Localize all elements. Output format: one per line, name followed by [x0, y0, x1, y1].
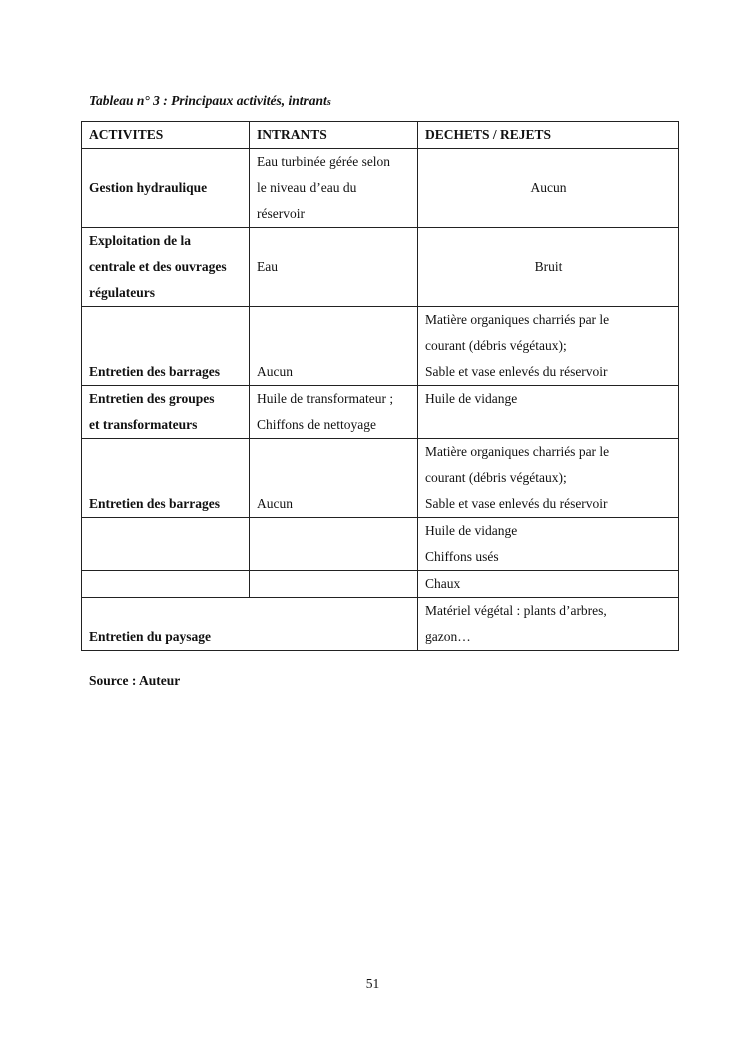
row3-intrants: Aucun — [250, 307, 418, 386]
table-row — [82, 228, 679, 307]
row1-intrants: Eau turbinée gérée selon le niveau d’eau du réservoir — [250, 149, 418, 228]
table-row — [82, 149, 679, 228]
row4-dechets: Huile de vidange — [418, 386, 679, 439]
header-intrants: INTRANTS — [250, 122, 418, 149]
row6-activite — [82, 518, 250, 571]
row7-intrants — [250, 571, 418, 598]
table-row — [82, 518, 679, 571]
header-activites: ACTIVITES — [82, 122, 250, 149]
page-number: 51 — [365, 976, 380, 991]
row5-activite: Entretien des barrages — [82, 439, 250, 518]
table-row — [82, 571, 679, 598]
row8-activite: Entretien du paysage — [82, 598, 418, 651]
row5-intrants: Aucun — [250, 439, 418, 518]
row2-activite: Exploitation de la centrale et des ouvrages régulateurs — [82, 228, 250, 307]
row4-intrants: Huile de transformateur ; Chiffons de nettoyage — [250, 386, 418, 439]
row3-activite: Entretien des barrages — [82, 307, 250, 386]
row8-dechets: Matériel végétal : plants d’arbres, gazon… — [418, 598, 679, 651]
row2-intrants: Eau — [250, 228, 418, 307]
row6-intrants — [250, 518, 418, 571]
row4-activite: Entretien des groupes et transformateurs — [82, 386, 250, 439]
table-header-row — [82, 122, 679, 149]
row7-activite — [82, 571, 250, 598]
row3-dechets: Matière organiques charriés par le courant (débris végétaux); Sable et vase enlevés du réservoir — [418, 307, 679, 386]
table-row — [82, 386, 679, 439]
table-caption: Tableau n° 3 : Principaux activités, intrants — [89, 93, 331, 108]
row7-dechets: Chaux — [418, 571, 679, 598]
source-note: Source : Auteur — [89, 673, 181, 688]
row1-activite: Gestion hydraulique — [82, 149, 250, 228]
row2-dechets: Bruit — [418, 228, 679, 307]
table-row — [82, 598, 679, 651]
activities-table — [81, 121, 679, 651]
row5-dechets: Matière organiques charriés par le courant (débris végétaux); Sable et vase enlevés du réservoir — [418, 439, 679, 518]
table-row — [82, 307, 679, 386]
row6-dechets: Huile de vidange Chiffons usés — [418, 518, 679, 571]
row1-dechets: Aucun — [418, 149, 679, 228]
header-dechets: DECHETS / REJETS — [418, 122, 679, 149]
table-row — [82, 439, 679, 518]
